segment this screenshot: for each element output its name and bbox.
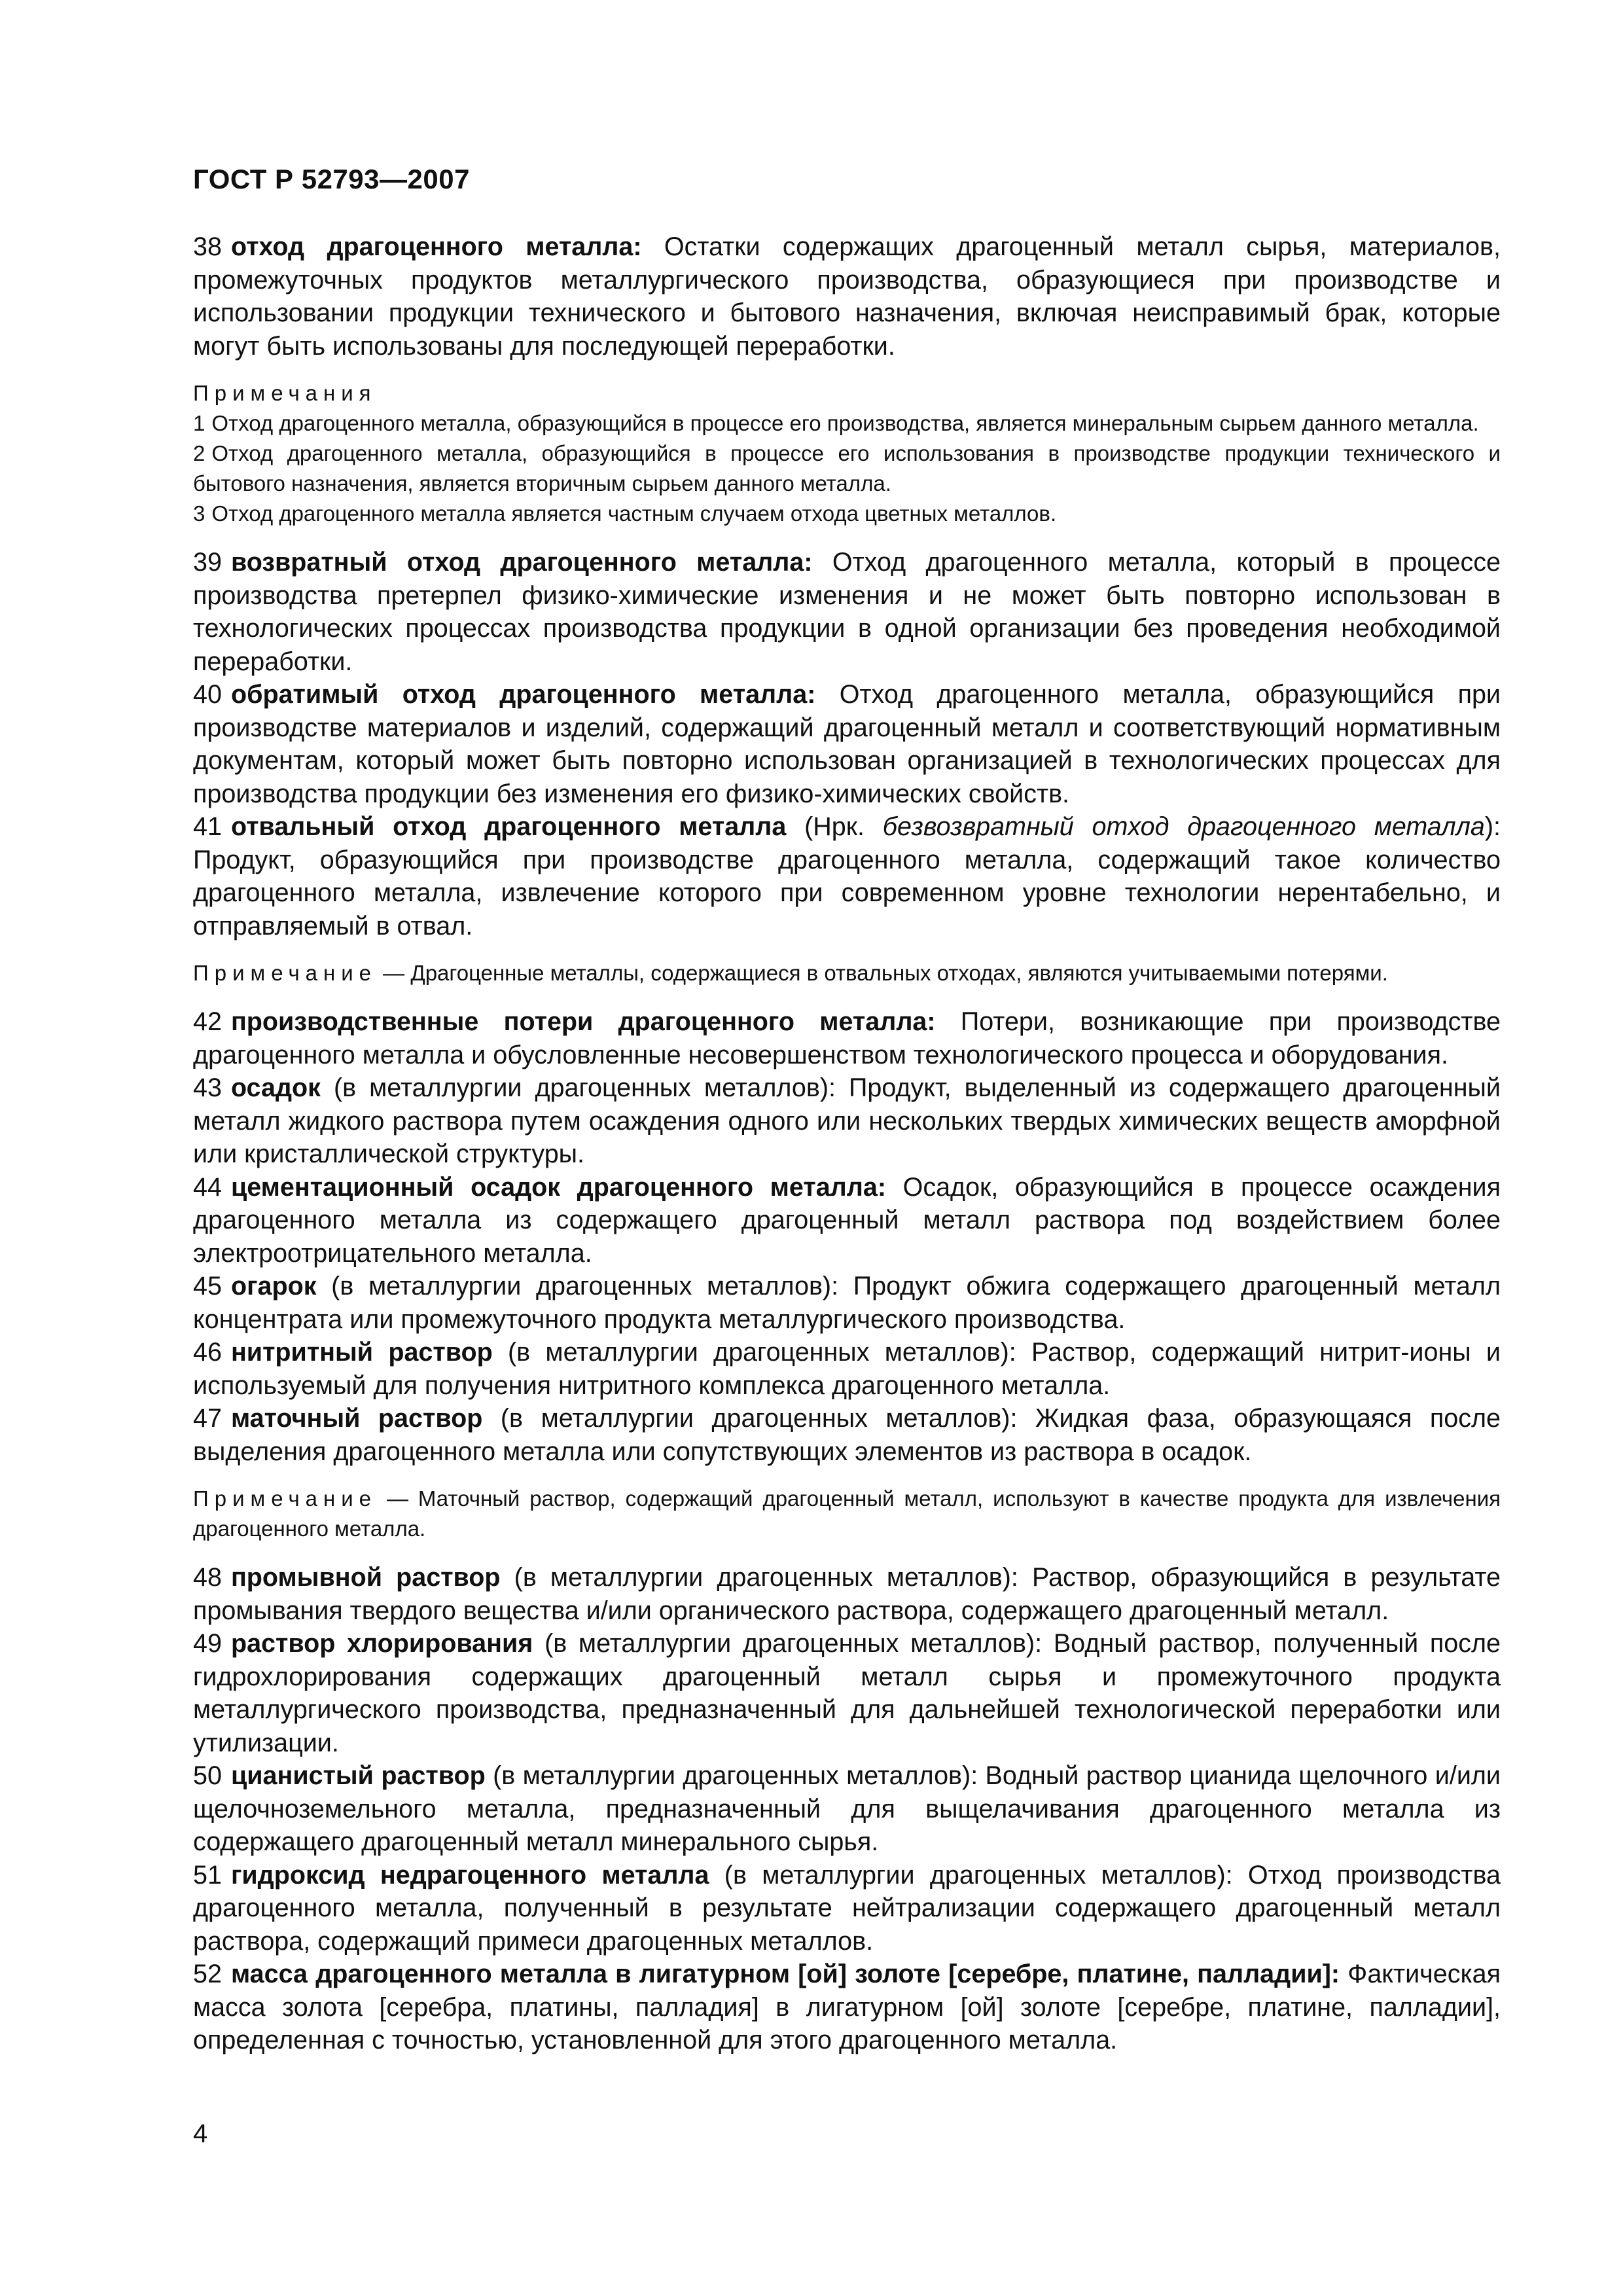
entry-definition: Фактическая масса золота [серебра, платины, палладия] в лигатурном [ой] золоте [серебре, платине, палладии], определенная с точностью, установленной для этого драгоценного металла. bbox=[193, 1960, 1501, 2054]
entry-term: обратимый отход драгоценного металла: bbox=[230, 680, 816, 709]
entry-number: 39 bbox=[193, 548, 222, 577]
entry-term: цементационный осадок драгоценного металла: bbox=[230, 1172, 886, 1202]
entry-number: 50 bbox=[193, 1761, 222, 1790]
entry-definition: Осадок, образующийся в процессе осаждения драгоценного металла из содержащего драгоценный металл раствора под воздействием более электроотрицательного металла. bbox=[193, 1172, 1501, 1268]
entry-number: 52 bbox=[193, 1960, 222, 1988]
entry-number: 45 bbox=[193, 1272, 222, 1300]
term-entry-50 bbox=[193, 1759, 1501, 1859]
term-entry-44 bbox=[193, 1171, 1501, 1270]
term-entry-40 bbox=[193, 678, 1501, 810]
note-item bbox=[193, 958, 1501, 988]
entry-term: маточный раствор bbox=[230, 1404, 483, 1433]
note-block-41 bbox=[193, 958, 1501, 988]
entry-deprecated-synonym: безвозвратный отход драгоценного металла bbox=[882, 812, 1485, 841]
entry-term: масса драгоценного металла в лигатурном [ой] золоте [серебре, платине, палладии]: bbox=[230, 1960, 1340, 1988]
entry-number: 42 bbox=[193, 1007, 222, 1036]
note-block-47 bbox=[193, 1484, 1501, 1544]
entry-definition: Отход драгоценного металла, который в процессе производства претерпел физико-химические изменения и не может быть повторно использован в технологических процессах производства продукции в одной организации без проведения необходимой переработки. bbox=[193, 548, 1501, 676]
entry-definition: (в металлургии драгоценных металлов): Водный раствор, полученный после гидрохлорирования содержащих драгоценный металл сырья и промежуточного продукта металлургического производства, предназначенный для дальнейшей технологической переработки или утилизации. bbox=[193, 1629, 1501, 1757]
entry-term: производственные потери драгоценного металла: bbox=[230, 1007, 936, 1036]
entry-definition: (в металлургии драгоценных металлов): Жидкая фаза, образующаяся после выделения драгоценного металла или сопутствующих элементов из раствора в осадок. bbox=[193, 1404, 1501, 1466]
entry-definition: (в металлургии драгоценных металлов): Продукт, выделенный из содержащего драгоценный металл жидкого раствора путем осаждения одного или нескольких твердых химических веществ аморфной или кристаллической структуры. bbox=[193, 1073, 1501, 1168]
term-entry-41 bbox=[193, 810, 1501, 942]
entry-number: 38 bbox=[193, 232, 222, 261]
note-label: Примечание bbox=[193, 961, 378, 985]
entry-term: промывной раствор bbox=[230, 1563, 501, 1592]
term-entry-48 bbox=[193, 1561, 1501, 1627]
note-text: Отход драгоценного металла, образующийся в процессе его производства, является минеральным сырьем данного металла. bbox=[211, 411, 1479, 435]
term-entry-45 bbox=[193, 1270, 1501, 1336]
entry-term: отход драгоценного металла: bbox=[230, 232, 642, 261]
entry-number: 40 bbox=[193, 680, 222, 709]
entry-term: раствор хлорирования bbox=[230, 1629, 533, 1658]
document-code-header: ГОСТ Р 52793—2007 bbox=[193, 164, 470, 194]
note-item-1 bbox=[193, 408, 1501, 439]
term-entry-52 bbox=[193, 1958, 1501, 2057]
entry-definition: (в металлургии драгоценных металлов): Раствор, образующийся в результате промывания твердого вещества и/или органического раствора, содержащего драгоценный металл. bbox=[193, 1563, 1501, 1625]
entry-definition: (в металлургии драгоценных металлов): Водный раствор цианида щелочного и/или щелочноземельного металла, предназначенный для выщелачивания драгоценного металла из содержащего драгоценный металл минерального сырья. bbox=[193, 1761, 1501, 1856]
notes-block-38 bbox=[193, 378, 1501, 529]
entry-term: возвратный отход драгоценного металла: bbox=[230, 548, 813, 577]
entry-definition: (в металлургии драгоценных металлов): Раствор, содержащий нитрит-ионы и используемый для получения нитритного комплекса драгоценного металла. bbox=[193, 1338, 1501, 1400]
note-number: 3 bbox=[193, 501, 205, 526]
term-entry-39 bbox=[193, 546, 1501, 678]
entry-number: 51 bbox=[193, 1860, 222, 1890]
entry-number: 49 bbox=[193, 1629, 222, 1658]
term-entry-38 bbox=[193, 230, 1501, 363]
entry-term: гидроксид недрагоценного металла bbox=[230, 1860, 709, 1890]
note-item bbox=[193, 1484, 1501, 1544]
note-number: 2 bbox=[193, 441, 205, 465]
note-text: Отход драгоценного металла является частным случаем отхода цветных металлов. bbox=[211, 501, 1057, 526]
entry-number: 48 bbox=[193, 1563, 222, 1592]
entry-number: 47 bbox=[193, 1404, 222, 1433]
entry-term: цианистый раствор bbox=[230, 1761, 486, 1790]
entry-term: нитритный раствор bbox=[230, 1338, 493, 1367]
note-text: — Драгоценные металлы, содержащиеся в отвальных отходах, являются учитываемыми потерями. bbox=[377, 961, 1388, 985]
entry-synonym-prefix: (Нрк. bbox=[786, 812, 883, 841]
entry-definition: (в металлургии драгоценных металлов): Продукт обжига содержащего драгоценный металл концентрата или промежуточного продукта металлургического производства. bbox=[193, 1272, 1501, 1334]
entry-definition: Отход драгоценного металла, образующийся при производстве материалов и изделий, содержащий драгоценный металл и соответствующий нормативным документам, который может быть повторно использован организацией в технологических процессах для производства продукции без изменения его физико-химических свойств. bbox=[193, 680, 1501, 808]
term-entry-46 bbox=[193, 1336, 1501, 1402]
note-text: — Маточный раствор, содержащий драгоценный металл, используют в качестве продукта для извлечения драгоценного металла. bbox=[193, 1486, 1501, 1541]
entry-definition: Потери, возникающие при производстве драгоценного металла и обусловленные несовершенством технологического процесса и оборудования. bbox=[193, 1007, 1501, 1069]
entry-number: 46 bbox=[193, 1338, 222, 1367]
note-text: Отход драгоценного металла, образующийся в процессе его использования в производстве продукции технического и бытового назначения, является вторичным сырьем данного металла. bbox=[193, 441, 1501, 495]
entry-term: огарок bbox=[230, 1272, 317, 1300]
term-entry-47 bbox=[193, 1402, 1501, 1468]
page-number: 4 bbox=[193, 2119, 208, 2148]
note-label: Примечание bbox=[193, 1486, 378, 1511]
term-entry-51 bbox=[193, 1859, 1501, 1958]
term-entry-43 bbox=[193, 1071, 1501, 1171]
entry-definition: Остатки содержащих драгоценный металл сырья, материалов, промежуточных продуктов металлургического производства, образующиеся при производстве и использовании продукции технического и бытового назначения, включая неисправимый брак, которые могут быть использованы для последующей переработки. bbox=[193, 232, 1501, 361]
term-entry-49 bbox=[193, 1627, 1501, 1759]
term-entry-42 bbox=[193, 1005, 1501, 1071]
entry-term: отвальный отход драгоценного металла bbox=[230, 812, 787, 841]
note-item-3 bbox=[193, 499, 1501, 529]
entry-term: осадок bbox=[230, 1073, 321, 1102]
entry-definition: (в металлургии драгоценных металлов): Отход производства драгоценного металла, полученный в результате нейтрализации содержащего драгоценный металл раствора, содержащий примеси драгоценных металлов. bbox=[193, 1860, 1501, 1956]
entry-number: 43 bbox=[193, 1073, 222, 1102]
notes-title: Примечания bbox=[193, 381, 377, 405]
note-number: 1 bbox=[193, 411, 205, 435]
document-body bbox=[193, 230, 1501, 2057]
entry-definition: ): Продукт, образующийся при производстве драгоценного металла, содержащий такое количество драгоценного металла, извлечение которого при современном уровне технологии нерентабельно, и отправляемый в отвал. bbox=[193, 812, 1501, 941]
entry-number: 44 bbox=[193, 1172, 222, 1202]
entry-number: 41 bbox=[193, 812, 222, 841]
note-item-2 bbox=[193, 439, 1501, 499]
